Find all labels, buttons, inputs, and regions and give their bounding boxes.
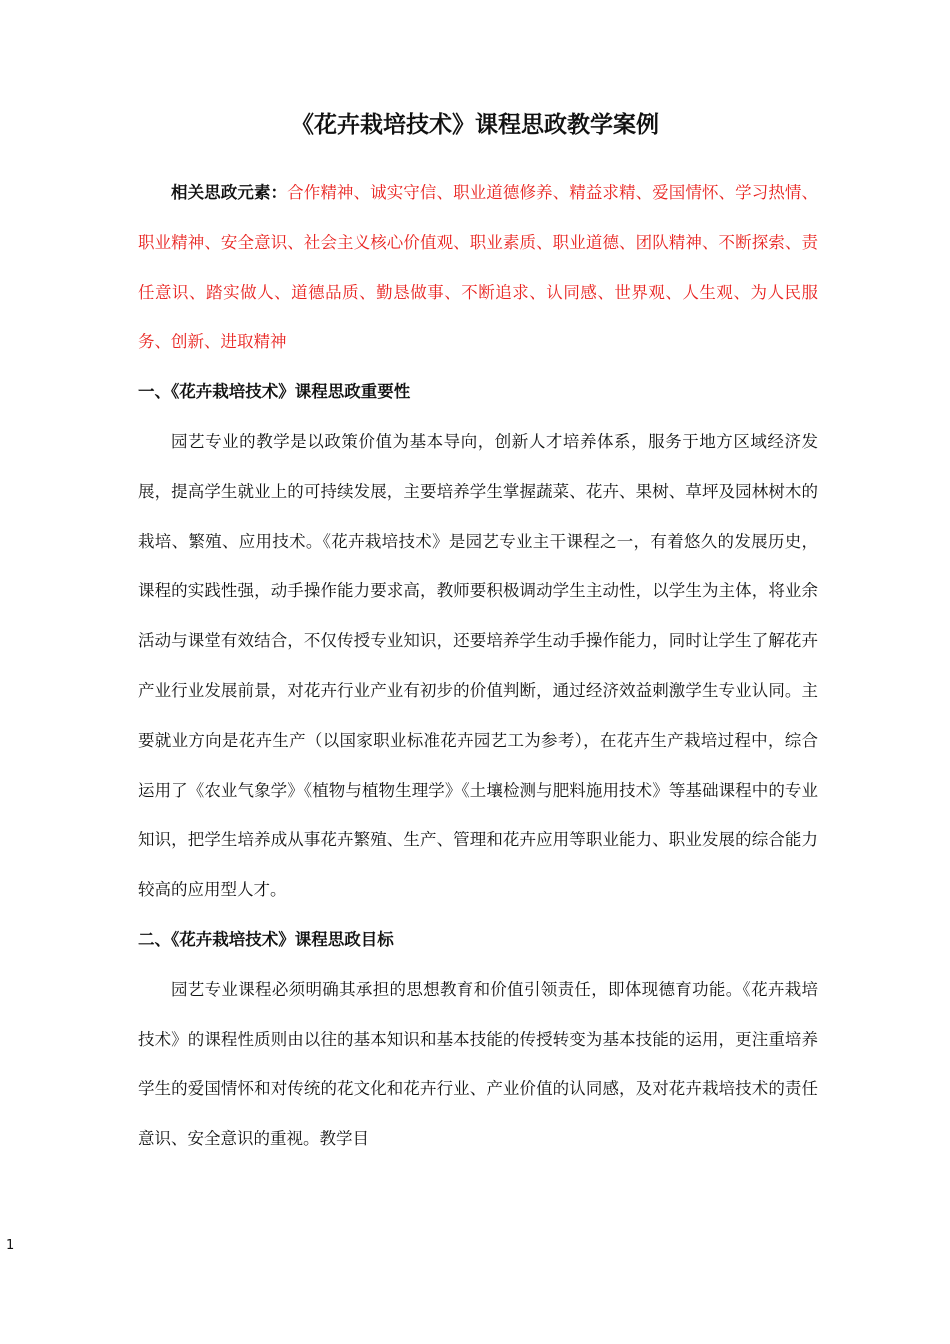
- document-title: 《花卉栽培技术》课程思政教学案例: [291, 112, 659, 138]
- document-body: [138, 168, 818, 1164]
- ideological-elements-list: 合作精神、诚实守信、职业道德修养、精益求精、爱国情怀、学习热情、职业精神、安全意识、社会主义核心价值观、职业素质、职业道德、团队精神、不断探索、责任意识、踏实做人、道德品质、勤恳做事、不断追求、认同感、世界观、人生观、为人民服务、创新、进取精神: [138, 183, 819, 352]
- ideological-elements-label: 相关思政元素：: [171, 183, 288, 202]
- section-heading-importance: 一、《花卉栽培技术》课程思政重要性: [138, 382, 411, 402]
- section-paragraph-objectives: 园艺专业课程必须明确其承担的思想教育和价值引领责任，即体现德育功能。《花卉栽培技术》的课程性质则由以往的基本知识和基本技能的传授转变为基本技能的运用，更注重培养学生的爱国情怀和对传统的花文化和花卉行业、产业价值的认同感，及对花卉栽培技术的责任意识、安全意识的重视。教学目: [138, 979, 818, 1149]
- page-number: 1: [6, 1238, 15, 1253]
- section-paragraph-importance: 园艺专业的教学是以政策价值为基本导向，创新人才培养体系，服务于地方区域经济发展，提高学生就业上的可持续发展，主要培养学生掌握蔬菜、花卉、果树、草坪及园林树木的栽培、繁殖、应用技术。《花卉栽培技术》是园艺专业主干课程之一，有着悠久的发展历史，课程的实践性强，动手操作能力要求高，教师要积极调动学生主动性，以学生为主体，将业余活动与课堂有效结合，不仅传授专业知识，还要培养学生动手操作能力，同时让学生了解花卉产业行业发展前景，对花卉行业产业有初步的价值判断，通过经济效益刺激学生专业认同。主要就业方向是花卉生产（以国家职业标准花卉园艺工为参考），在花卉生产栽培过程中，综合运用了《农业气象学》《植物与植物生理学》《土壤检测与肥料施用技术》等基础课程中的专业知识，把学生培养成从事花卉繁殖、生产、管理和花卉应用等职业能力、职业发展的综合能力较高的应用型人才。: [138, 431, 818, 900]
- ideological-elements-paragraph: [138, 168, 818, 367]
- section-heading-objectives: 二、《花卉栽培技术》课程思政目标: [138, 929, 394, 949]
